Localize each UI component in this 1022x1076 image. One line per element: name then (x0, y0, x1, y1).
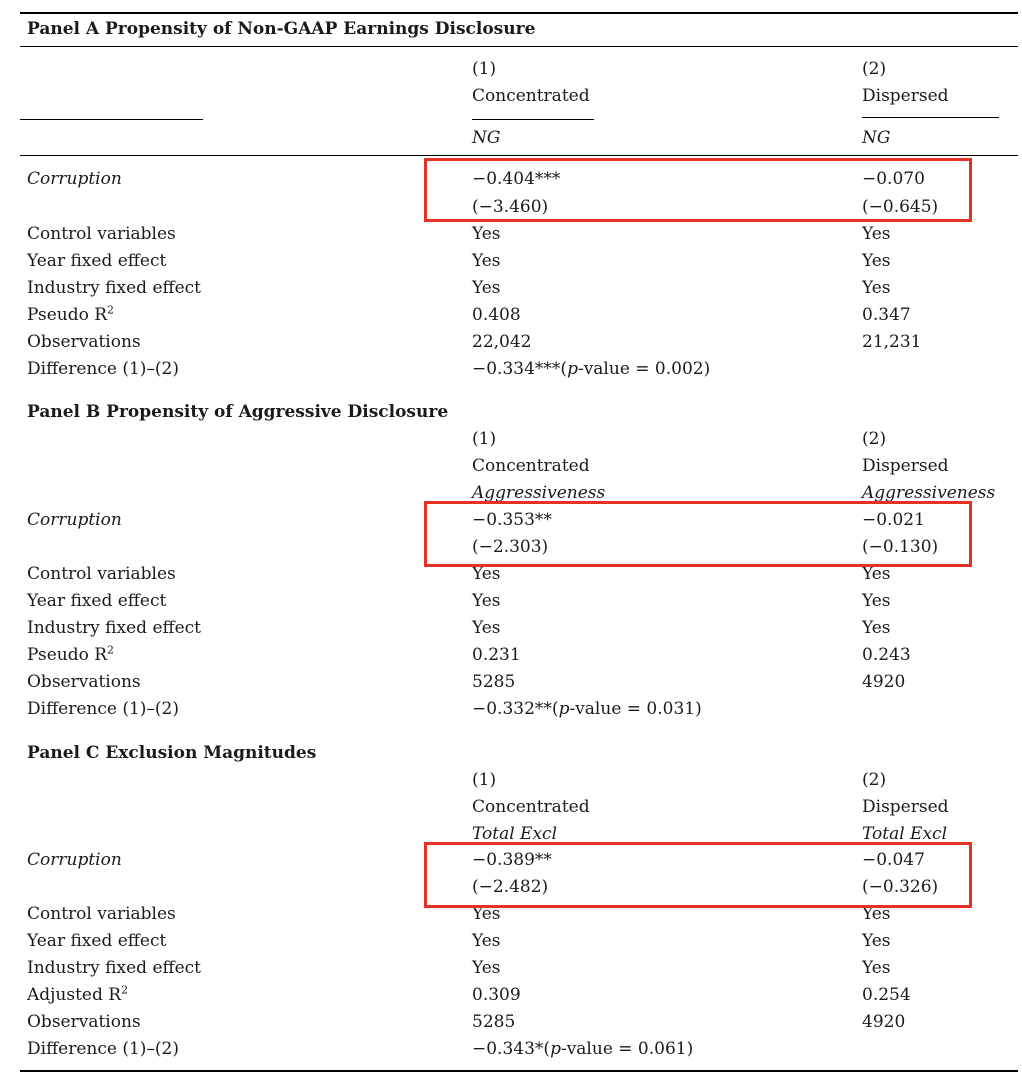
r2-col1: 0.231 (472, 645, 521, 665)
r2-col2: 0.243 (862, 645, 911, 665)
header-bottom-rule (20, 155, 1018, 156)
industry-fe-col1: Yes (472, 958, 501, 978)
tstat-col1: (−2.482) (472, 877, 549, 897)
difference-value: −0.334***(p-value = 0.002) (472, 359, 711, 379)
col1-number: (1) (472, 770, 497, 790)
col1-dv: Total Excl (472, 824, 558, 844)
col1-number: (1) (472, 59, 497, 79)
highlight-box-panel-b (424, 501, 972, 567)
difference-value: −0.332**(p-value = 0.031) (472, 699, 702, 719)
tstat-col2: (−0.645) (862, 197, 939, 217)
industry-fe-col2: Yes (862, 278, 891, 298)
row-label-difference: Difference (1)–(2) (27, 359, 179, 379)
observations-col1: 22,042 (472, 332, 532, 352)
col2-number: (2) (862, 770, 887, 790)
row-label-controls: Control variables (27, 564, 176, 584)
controls-col2: Yes (862, 224, 891, 244)
industry-fe-col1: Yes (472, 278, 501, 298)
highlight-box-panel-c (424, 842, 972, 908)
coef-col1: −0.404*** (472, 169, 561, 189)
row-label-year-fe: Year fixed effect (27, 591, 167, 611)
controls-col2: Yes (862, 564, 891, 584)
observations-col1: 5285 (472, 1012, 516, 1032)
observations-col2: 4920 (862, 1012, 906, 1032)
col2-number: (2) (862, 429, 887, 449)
row-label-r2: Adjusted $R^2$ (27, 983, 129, 1005)
year-fe-col1: Yes (472, 251, 501, 271)
r2-col2: 0.347 (862, 305, 911, 325)
r2-col2: 0.254 (862, 985, 911, 1005)
panel-b-title: Panel B Propensity of Aggressive Disclosure (27, 402, 449, 422)
col1-name: Concentrated (472, 456, 590, 476)
panel-a-title: Panel A Propensity of Non-GAAP Earnings Disclosure (27, 19, 536, 39)
col1-header-rule (472, 119, 594, 120)
col2-dv: Aggressiveness (862, 483, 996, 503)
row-label-observations: Observations (27, 672, 141, 692)
industry-fe-col2: Yes (862, 618, 891, 638)
col1-name: Concentrated (472, 86, 590, 106)
industry-fe-col1: Yes (472, 618, 501, 638)
col1-dv: Aggressiveness (472, 483, 606, 503)
row-label-industry-fe: Industry fixed effect (27, 618, 202, 638)
col2-header-rule (862, 117, 999, 118)
coef-col2: −0.021 (862, 510, 925, 530)
row-label-controls: Control variables (27, 904, 176, 924)
coef-col2: −0.047 (862, 850, 925, 870)
panel-a-title-rule (20, 46, 1018, 47)
r2-col1: 0.408 (472, 305, 521, 325)
col2-name: Dispersed (862, 456, 949, 476)
col2-number: (2) (862, 59, 887, 79)
col1-number: (1) (472, 429, 497, 449)
controls-col1: Yes (472, 564, 501, 584)
col1-name: Concentrated (472, 797, 590, 817)
stub-header-rule (20, 119, 203, 120)
controls-col1: Yes (472, 224, 501, 244)
row-label-difference: Difference (1)–(2) (27, 1039, 179, 1059)
year-fe-col1: Yes (472, 931, 501, 951)
year-fe-col1: Yes (472, 591, 501, 611)
row-label-observations: Observations (27, 1012, 141, 1032)
tstat-col1: (−2.303) (472, 537, 549, 557)
col2-name: Dispersed (862, 86, 949, 106)
observations-col2: 4920 (862, 672, 906, 692)
row-label-controls: Control variables (27, 224, 176, 244)
row-label-corruption: Corruption (27, 510, 122, 530)
tstat-col1: (−3.460) (472, 197, 549, 217)
row-label-corruption: Corruption (27, 850, 122, 870)
observations-col2: 21,231 (862, 332, 922, 352)
panel-c-title: Panel C Exclusion Magnitudes (27, 743, 317, 763)
col1-dv: NG (472, 128, 501, 148)
row-label-observations: Observations (27, 332, 141, 352)
controls-col1: Yes (472, 904, 501, 924)
highlight-box-panel-a (424, 158, 972, 222)
row-label-year-fe: Year fixed effect (27, 931, 167, 951)
col2-name: Dispersed (862, 797, 949, 817)
top-rule (20, 12, 1018, 14)
difference-value: −0.343*(p-value = 0.061) (472, 1039, 694, 1059)
coef-col2: −0.070 (862, 169, 925, 189)
controls-col2: Yes (862, 904, 891, 924)
coef-col1: −0.353** (472, 510, 552, 530)
col2-dv: NG (862, 128, 891, 148)
coef-col1: −0.389** (472, 850, 552, 870)
col2-dv: Total Excl (862, 824, 948, 844)
row-label-r2: Pseudo $R^2$ (27, 303, 115, 325)
year-fe-col2: Yes (862, 251, 891, 271)
tstat-col2: (−0.326) (862, 877, 939, 897)
tstat-col2: (−0.130) (862, 537, 939, 557)
year-fe-col2: Yes (862, 931, 891, 951)
row-label-year-fe: Year fixed effect (27, 251, 167, 271)
row-label-industry-fe: Industry fixed effect (27, 278, 202, 298)
r2-col1: 0.309 (472, 985, 521, 1005)
year-fe-col2: Yes (862, 591, 891, 611)
row-label-difference: Difference (1)–(2) (27, 699, 179, 719)
bottom-rule (20, 1070, 1018, 1072)
row-label-r2: Pseudo $R^2$ (27, 643, 115, 665)
row-label-corruption: Corruption (27, 169, 122, 189)
industry-fe-col2: Yes (862, 958, 891, 978)
row-label-industry-fe: Industry fixed effect (27, 958, 202, 978)
observations-col1: 5285 (472, 672, 516, 692)
